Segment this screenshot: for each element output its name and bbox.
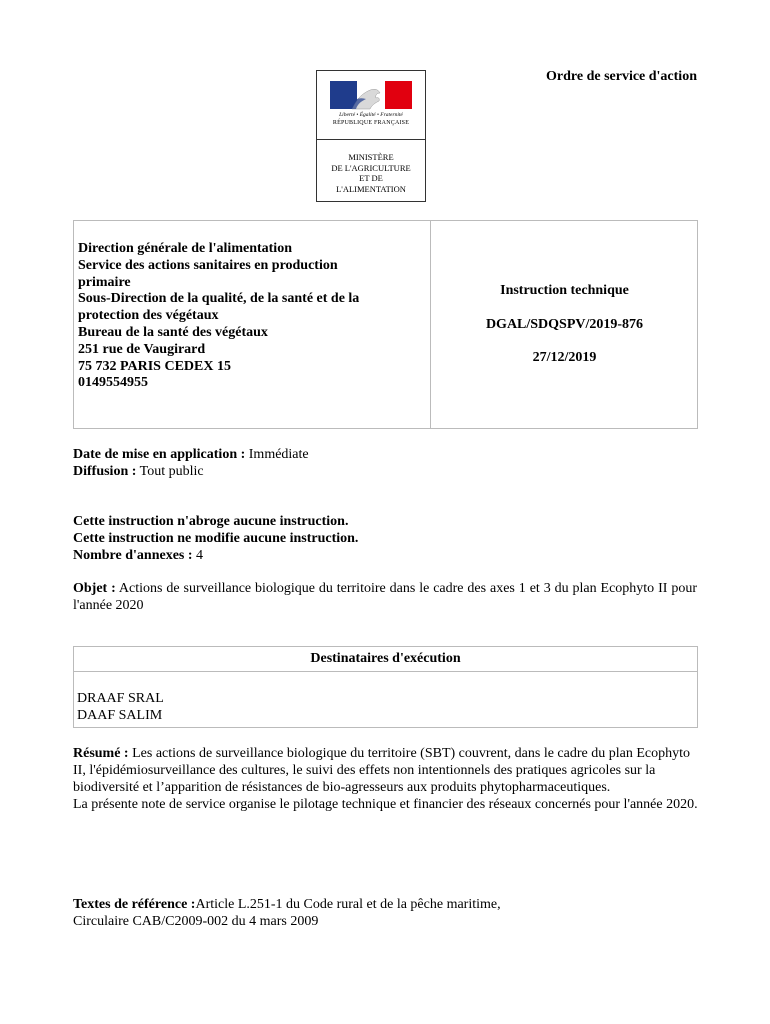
resume-label: Résumé : [73,746,129,761]
modifie-statement: Cette instruction ne modifie aucune instruction. [73,531,359,546]
list-item: DRAAF SRAL [77,691,164,706]
application-date [73,446,309,463]
diffusion-value: Tout public [136,464,204,479]
diffusion-label: Diffusion : [73,464,137,479]
direction-line: 0149554955 [78,375,148,391]
ministry-logo [316,70,426,202]
direction-line: 75 732 PARIS CEDEX 15 [78,358,231,374]
direction-address [78,241,418,392]
references-label: Textes de référence : [73,897,196,912]
instruction-date: 27/12/2019 [532,350,597,365]
republic-motto: Liberté • Égalité • Fraternité [339,112,403,118]
application-date-label: Date de mise en application : [73,447,246,462]
abroge-statement: Cette instruction n'abroge aucune instruction. [73,514,349,529]
annexes-value: 4 [192,548,204,563]
ministry-name [317,152,425,194]
references-line: Circulaire CAB/C2009-002 du 4 mars 2009 [73,914,319,929]
direction-line: Bureau de la santé des végétaux [78,324,268,340]
ministry-line: DE L'AGRICULTURE [331,162,411,173]
order-type-title: Ordre de service d'action [546,69,697,84]
objet-label: Objet : [73,581,116,596]
application-date-value: Immédiate [245,447,309,462]
destinataires-list [77,690,164,724]
annexes-label: Nombre d'annexes : [73,548,193,563]
list-item: DAAF SALIM [77,708,163,723]
objet [73,580,697,614]
ministry-line: L'ALIMENTATION [336,183,406,194]
republic-name: RÉPUBLIQUE FRANÇAISE [332,120,410,126]
destinataires-divider [74,671,697,672]
marianne-logo-icon [330,81,412,111]
direction-line: Direction générale de l'alimentation [78,241,292,256]
diffusion [73,463,204,480]
direction-line: 251 rue de Vaugirard [78,341,206,357]
ministry-line: ET DE [359,173,383,183]
direction-line: protection des végétaux [78,308,219,324]
references-line: Article L.251-1 du Code rural et de la pêche maritime, [195,897,501,912]
annexes-count [73,547,203,564]
objet-text: Actions de surveillance biologique du territoire dans le cadre des axes 1 et 3 du plan Ecophyto II pour l'année 2020 [73,581,697,613]
destinataires-title: Destinataires d'exécution [310,651,461,666]
destinataires-table [73,646,698,728]
resume-text: Les actions de surveillance biologique du territoire (SBT) couvrent, dans le cadre du plan Ecophyto II, l'épidémiosurveillance des cultures, le suivi des effets non intentionnels des pratiques agricoles sur la biodiversité et l’apparition de résistances de bio-agresseurs aux produits phytopharmaceutiques. [73,746,690,795]
direction-line: primaire [78,274,131,290]
logo-divider [317,139,425,140]
instruction-info [431,283,698,384]
resume-text-2: La présente note de service organise le pilotage technique et financier des réseaux concernés pour l'année 2020. [73,797,698,812]
instruction-reference: DGAL/SDQSPV/2019-876 [485,316,644,332]
ministry-line: MINISTÈRE [348,152,394,162]
references [73,896,703,930]
direction-line: Service des actions sanitaires en production [78,257,338,273]
resume [73,745,703,813]
direction-line: Sous-Direction de la qualité, de la santé et de la [78,291,360,307]
header-table [73,220,698,429]
instruction-type: Instruction technique [500,283,629,298]
